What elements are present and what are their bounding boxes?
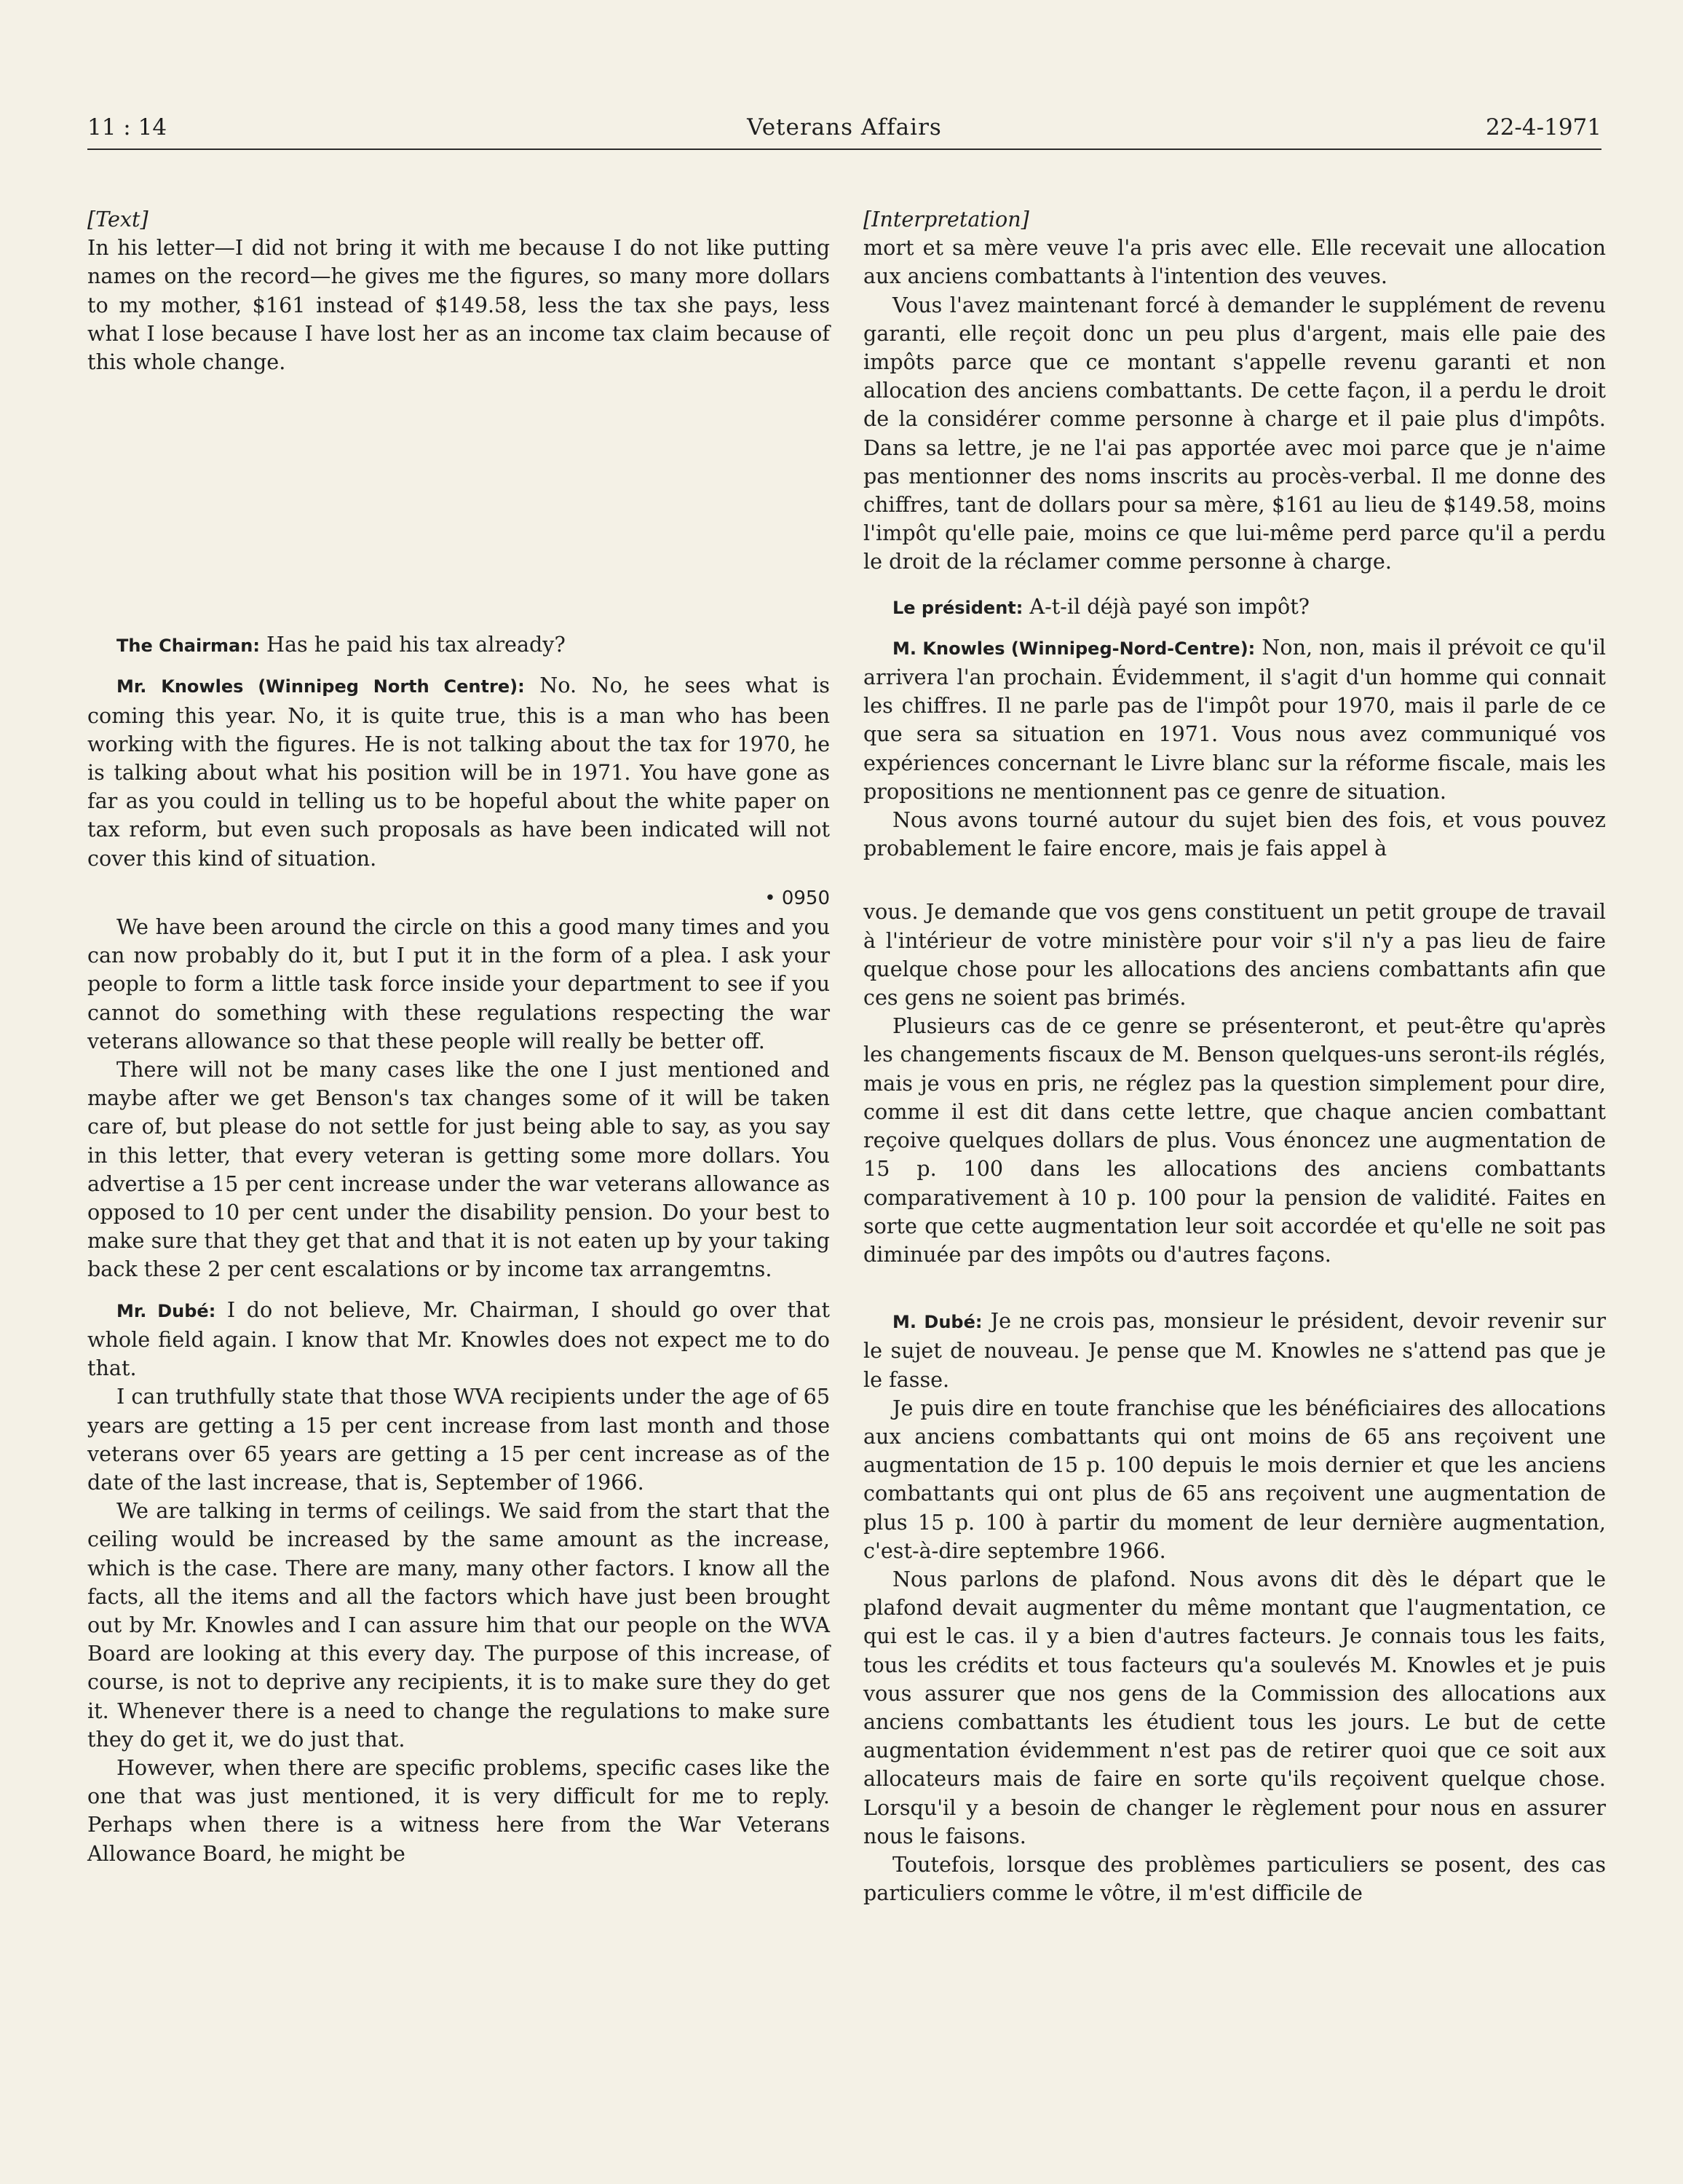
speech-text: Has he paid his tax already? bbox=[259, 632, 566, 657]
paragraph-letter: In his letter—I did not bring it with me because I do not like putting names on the record—he gives me the figures, so many more dollars to my mother, $161 instead of $149.58, less the tax she pays, less what I lose because I have lost her as an income tax claim because of this whole change. bbox=[87, 235, 830, 375]
speaker-name: Le président: bbox=[892, 597, 1023, 618]
chairman-remark bbox=[87, 630, 830, 660]
speech-text: I do not believe, Mr. Chairman, I should go over that whole field again. I know that Mr. Knowles does not expect me to do that. bbox=[87, 1297, 830, 1381]
speech-text: Non, non, mais il prévoit ce qu'il arrivera l'an prochain. Évidemment, il s'agit d'un homme qui connait les chiffres. Il ne parle pas de l'impôt pour 1970, mais il parle de ce que sera sa situation en 1971. Vous nous avez communiqué vos expériences concernant le Livre blanc sur la réforme fiscale, mais les propositions ne mentionnent pas ce genre de situation. bbox=[863, 634, 1606, 804]
president-remark bbox=[863, 593, 1606, 622]
paragraph-franchise: Je puis dire en toute franchise que les bénéficiaires des allocations aux anciens combattants qui ont moins de 65 ans reçoivent une augmentation de 15 p. 100 depuis le mois dernier et que les anciens combattants qui ont plus de 65 ans reçoivent une augmentation de plus 15 p. 100 à partir du moment de leur dernière augmentation, c'est-à-dire septembre 1966. bbox=[863, 1395, 1606, 1563]
speaker-name: Mr. Dubé: bbox=[116, 1300, 216, 1321]
speaker-name: M. Knowles (Winnipeg-Nord-Centre): bbox=[892, 638, 1256, 659]
dube-remark-fr bbox=[863, 1307, 1606, 1394]
dube-remark bbox=[87, 1296, 830, 1383]
speaker-name: The Chairman: bbox=[116, 636, 260, 657]
paragraph-supplement: Vous l'avez maintenant forcé à demander le supplément de revenu garanti, elle reçoit donc un peu plus d'argent, mais elle paie des impôts parce que ce montant s'appelle revenu garanti et non allocation des anciens combattants. De cette façon, il a perdu le droit de la considérer comme personne à charge et il paie plus d'impôts. Dans sa lettre, je ne l'ai pas apportée avec moi parce que je n'aime pas mentionner des noms inscrits au procès-verbal. Il me donne des chiffres, tant de dollars pour sa mère, $161 au lieu de $149.58, moins l'impôt qu'elle paie, moins ce que lui-même perd parce qu'il a perdu le droit de la réclamer comme personne à charge. bbox=[863, 292, 1606, 574]
paragraph-toutefois: Toutefois, lorsque des problèmes particuliers se posent, des cas particuliers comme le vôtre, il m'est difficile de bbox=[863, 1851, 1606, 1906]
paragraph-truthfully: I can truthfully state that those WVA recipients under the age of 65 years are getting a 15 per cent increase from last month and those veterans over 65 years are getting a 15 per cent increase as of the date of the last increase, that is, September of 1966. bbox=[87, 1384, 831, 1495]
paragraph-plusieurs: Plusieurs cas de ce genre se présenteront, et peut-être qu'après les changements fiscaux de M. Benson quelques-uns seront-ils réglés, mais je vous en pris, ne réglez pas la question simplement pour dire, comme il est dit dans cette lettre, que chaque ancien combattant reçoive quelques dollars de plus. Vous énoncez une augmentation de 15 p. 100 dans les allocations des anciens combattants comparativement à 10 p. 100 pour la pension de validité. Faites en sorte que cette augmentation leur soit accordée et qu'elle ne soit pas diminuée par des impôts ou d'autres façons. bbox=[863, 1013, 1606, 1267]
speech-text: No. No, he sees what is coming this year. No, it is quite true, this is a man who has been working with the figures. He is not talking about the tax for 1970, he is talking about what his position will be in 1971. You have gone as far as you could in telling us to be hopeful about the white paper on tax reform, but even such proposals as have been indicated will not cover this kind of situation. bbox=[87, 673, 830, 871]
french-column bbox=[863, 205, 1606, 1907]
paragraph-tourne: Nous avons tourné autour du sujet bien des fois, et vous pouvez probablement le faire encore, mais je fais appel à bbox=[863, 807, 1606, 861]
english-column bbox=[87, 205, 830, 1868]
paragraph-plafond: Nous parlons de plafond. Nous avons dit dès le départ que le plafond devait augmenter du même montant que l'augmentation, ce qui est le cas. il y a bien d'autres facteurs. Je connais tous les faits, tous les crédits et tous facteurs qu'a soulevés M. Knowles et je puis vous assurer que nos gens de la Commission des allocations aux anciens combattants les étudient tous les jours. Le but de cette augmentation évidemment n'est pas de retirer quoi que ce soit aux allocateurs mais de faire en sorte qu'ils reçoivent quelque chose. Lorsqu'il y a besoin de changer le règlement pour nous en assurer nous le faisons. bbox=[863, 1566, 1606, 1848]
speech-text: A-t-il déjà payé son impôt? bbox=[1023, 593, 1310, 619]
paragraph-vous: vous. Je demande que vos gens constituent un petit groupe de travail à l'intérieur de votre ministère pour voir s'il n'y a pas lieu de faire quelque chose pour les allocations des anciens combattants afin que ces gens ne soient pas brimés. bbox=[863, 899, 1606, 1010]
section-label-text: [Text] bbox=[87, 207, 148, 232]
paragraph-ceilings: We are talking in terms of ceilings. We said from the start that the ceiling would be increased by the same amount as the increase, which is the case. There are many, many other factors. I know all the facts, all the items and all the factors which have just been brought out by Mr. Knowles and I can assure him that our people on the WVA Board are looking at this every day. The purpose of this increase, of course, is not to deprive any recipients, it is to make sure they do get it. Whenever there is a need to change the regulations to make sure they do get it, we do just that. bbox=[87, 1498, 830, 1752]
publication-title: Veterans Affairs bbox=[747, 114, 942, 141]
running-header bbox=[87, 109, 1601, 150]
paragraph-however: However, when there are specific problems, specific cases like the one that was just mentioned, it is very difficult for me to reply. Perhaps when there is a witness here from the War Veterans Allowance Board, he might be bbox=[87, 1754, 830, 1866]
time-marker: • 0950 bbox=[764, 887, 830, 909]
paragraph-circle: We have been around the circle on this a good many times and you can now probably do it, but I put it in the form of a plea. I ask your people to form a little task force inside your department to see if you cannot do something with these regulations respecting the war veterans allowance so that these people will really be better off. bbox=[87, 914, 830, 1053]
paragraph-cases: There will not be many cases like the one I just mentioned and maybe after we get Benson's tax changes some of it will be taken care of, but please do not settle for just being able to say, as you say in this letter, that every veteran is getting some more dollars. You advertise a 15 per cent increase under the war veterans allowance as opposed to 10 per cent under the disability pension. Do your best to make sure that they get that and that it is not eaten up by your taking back these 2 per cent escalations or by income tax arrangemtns. bbox=[87, 1057, 830, 1282]
issue-date: 22-4-1971 bbox=[1485, 114, 1601, 141]
section-label-interpretation: [Interpretation] bbox=[863, 207, 1029, 232]
speaker-name: Mr. Knowles (Winnipeg North Centre): bbox=[116, 676, 525, 697]
speaker-name: M. Dubé: bbox=[892, 1312, 983, 1333]
page-number: 11 : 14 bbox=[87, 114, 167, 141]
paragraph-mort: mort et sa mère veuve l'a pris avec elle. Elle recevait une allocation aux anciens combattants à l'intention des veuves. bbox=[863, 235, 1606, 289]
knowles-remark-fr bbox=[863, 633, 1606, 806]
speech-text: Je ne crois pas, monsieur le président, devoir revenir sur le sujet de nouveau. Je pense que M. Knowles ne s'attend pas que je le fasse. bbox=[863, 1308, 1606, 1392]
knowles-remark bbox=[87, 671, 830, 872]
